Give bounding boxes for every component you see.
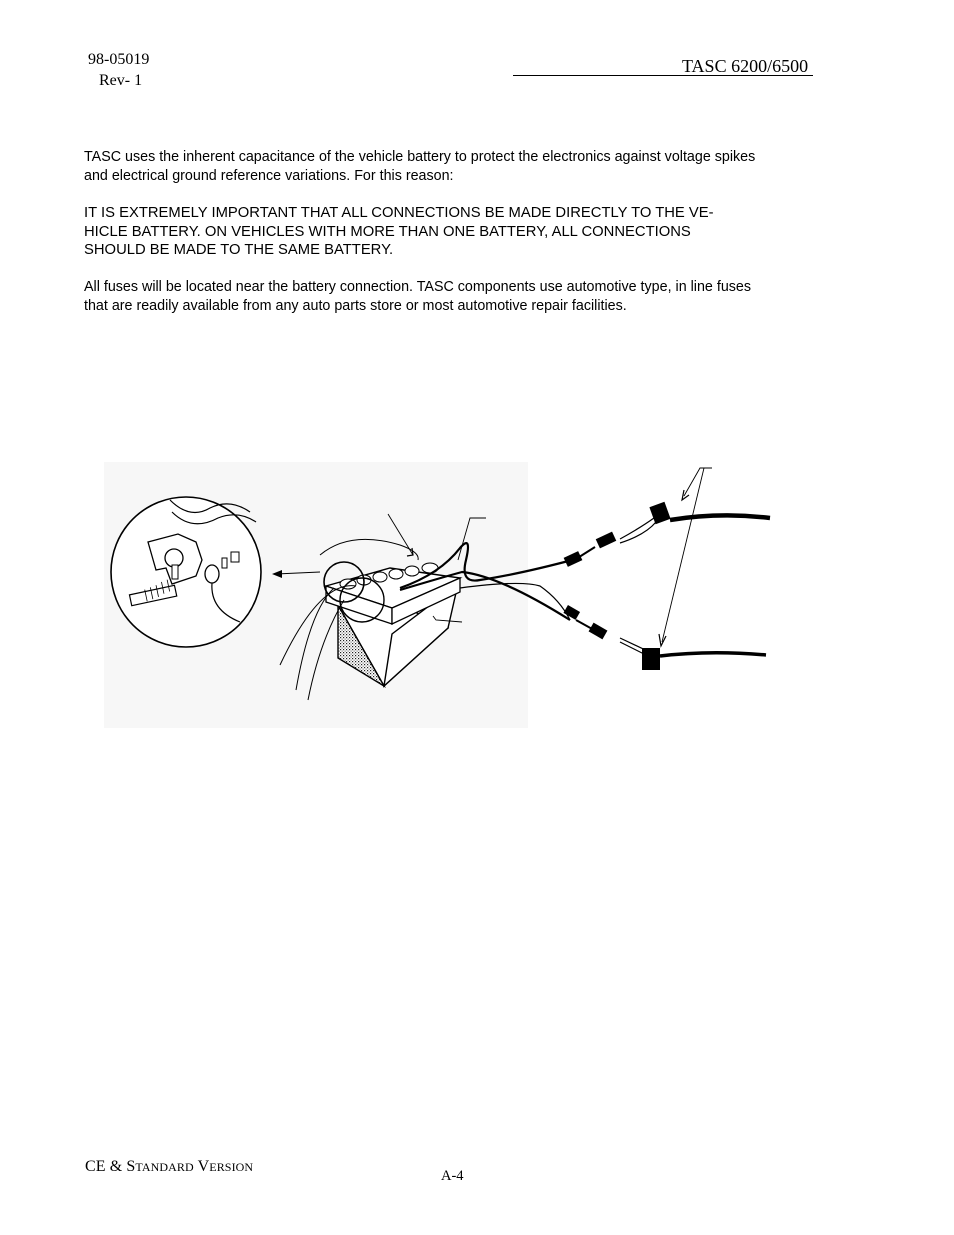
- document-number: 98-05019: [88, 51, 150, 68]
- paragraph-line: TASC uses the inherent capacitance of the vehicle battery to protect the electronics against voltage spikes: [84, 149, 756, 165]
- paragraph-capacitance: [84, 148, 824, 185]
- document-revision: Rev- 1: [99, 72, 143, 89]
- battery-wiring-diagram-icon: [100, 460, 790, 730]
- footer-version-small-1: TANDARD: [135, 1160, 194, 1174]
- page-number: A-4: [441, 1168, 464, 1184]
- inline-fuse-connectors: [563, 502, 670, 670]
- paragraph-line: that are readily available from any auto parts store or most automotive repair facilities.: [84, 297, 627, 314]
- terminal-detail-magnifier: [111, 497, 261, 647]
- paragraph-fuses: [84, 278, 824, 315]
- paragraph-line: SHOULD BE MADE TO THE SAME BATTERY.: [84, 242, 394, 258]
- header-rule: [513, 75, 813, 76]
- paragraph-warning: [84, 204, 824, 260]
- footer-version-small-2: ERSION: [209, 1160, 254, 1174]
- paragraph-line: and electrical ground reference variations. For this reason:: [84, 167, 454, 184]
- product-title: TASC 6200/6500: [682, 56, 809, 76]
- paragraph-line: All fuses will be located near the battery connection. TASC components use automotive type, in line fuses: [84, 279, 752, 295]
- footer-version: [85, 1158, 253, 1176]
- footer-version-ce: CE & S: [85, 1158, 136, 1175]
- paragraph-line: HICLE BATTERY. ON VEHICLES WITH MORE THAN ONE BATTERY, ALL CONNECTIONS: [84, 223, 691, 240]
- footer-version-v: V: [193, 1158, 210, 1175]
- paragraph-line: IT IS EXTREMELY IMPORTANT THAT ALL CONNECTIONS BE MADE DIRECTLY TO THE VE-: [84, 205, 714, 221]
